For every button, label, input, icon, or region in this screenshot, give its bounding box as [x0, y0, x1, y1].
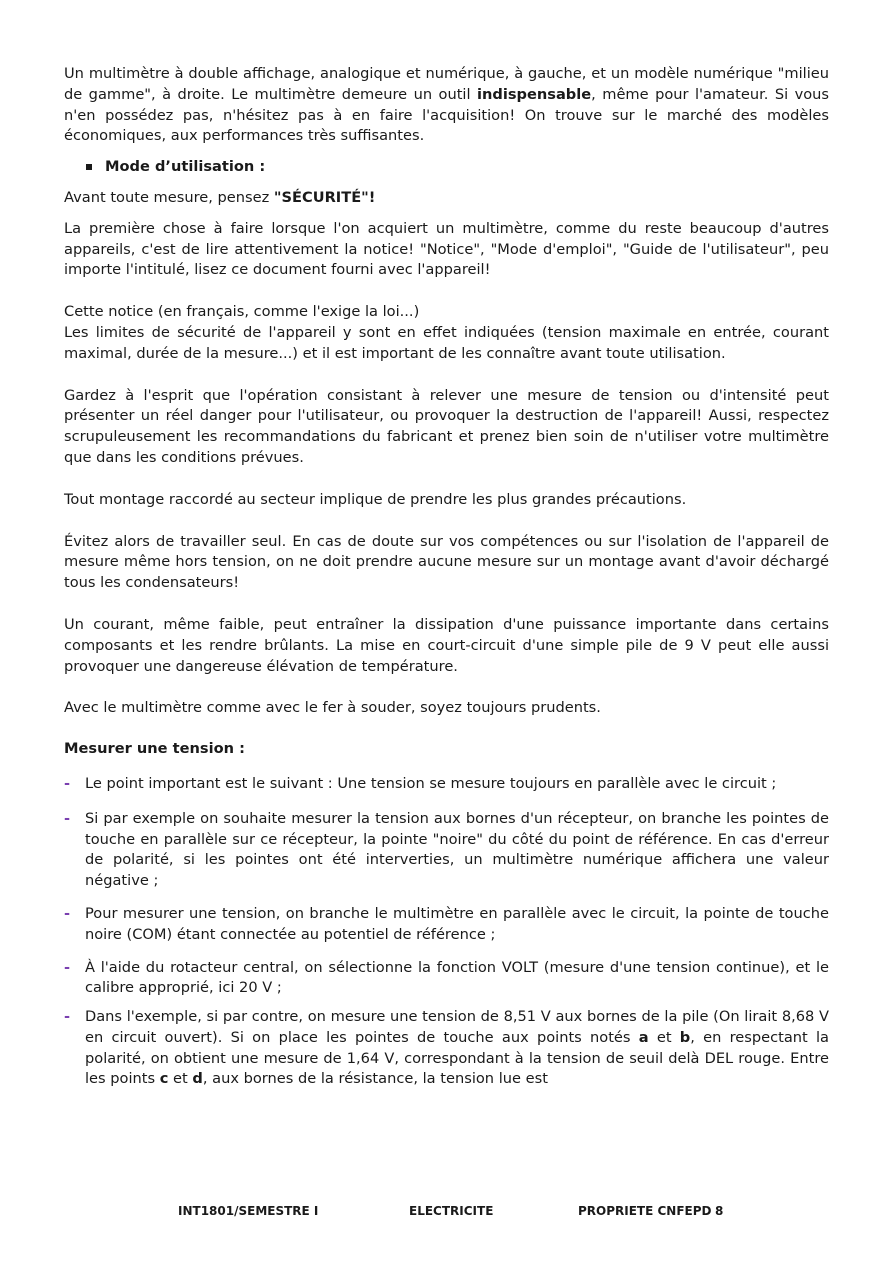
- list-item: - À l'aide du rotacteur central, on sélectionne la fonction VOLT (mesure d'une tension continue), et le calibre approprié, ici 20 V ;: [64, 958, 829, 997]
- prudents-paragraph: Avec le multimètre comme avec le fer à souder, soyez toujours prudents.: [64, 699, 601, 717]
- seul-paragraph: Évitez alors de travailler seul. En cas de doute sur vos compétences ou sur l'isolation de l'appareil de mesure même hors tension, on ne doit prendre aucune mesure sur un montage avant d'avoir déchargé tous les condensateurs!: [64, 532, 829, 592]
- dash-marker: -: [64, 904, 71, 922]
- list-item: - Pour mesurer une tension, on branche le multimètre en parallèle avec le circuit, la pointe de touche noire (COM) étant connectée au potentiel de référence ;: [64, 904, 829, 943]
- tension-list: [64, 774, 829, 1090]
- langue-paragraph: Cette notice (en français, comme l'exige la loi...): [64, 303, 420, 321]
- document-body: [64, 64, 829, 1090]
- list-item: - Si par exemple on souhaite mesurer la tension aux bornes d'un récepteur, on branche les pointes de touche en parallèle sur ce récepteur, la pointe "noire" du côté du point de référence. En cas d'erreur de polarité, si les pointes ont été interverties, un multimètre numérique affichera une valeur négative ;: [64, 809, 829, 890]
- intro-bold: indispensable: [477, 85, 592, 103]
- notice-paragraph: La première chose à faire lorsque l'on acquiert un multimètre, comme du reste beaucoup d'autres appareils, c'est de lire attentivement la notice! "Notice", "Mode d'emploi", "Guide de l'utilisateur", peu importe l'intitulé, lisez ce document fourni avec l'appareil!: [64, 219, 829, 279]
- footer-owner: PROPRIETE CNFEPD: [578, 1204, 712, 1218]
- list-item: - Dans l'exemple, si par contre, on mesure une tension de 8,51 V aux bornes de la pile (On lirait 8,68 V en circuit ouvert). Si on place les pointes de touche aux points notés a et b, en respectant la polarité, on obtient une mesure de 1,64 V, correspondant à la tension de seuil delà DEL rouge. Entre les points c et d, aux bornes de la résistance, la tension lue est: [64, 1008, 829, 1088]
- intro-paragraph: Un multimètre à double affichage, analogique et numérique, à gauche, et un modèle numérique "milieu de gamme", à droite. Le multimètre demeure un outil indispensable, même pour l'amateur. Si vous n'en possédez pas, n'hésitez pas à en faire l'acquisition! On trouve sur le marché des modèles économiques, aux performances très suffisantes.: [64, 65, 829, 145]
- dash-marker: -: [64, 1008, 71, 1026]
- section-mode-title: Mode d’utilisation :: [86, 157, 829, 178]
- section-tension-title: Mesurer une tension :: [64, 740, 245, 758]
- securite-paragraph: Avant toute mesure, pensez "SÉCURITÉ"!: [64, 188, 376, 206]
- danger-paragraph: Gardez à l'esprit que l'opération consistant à relever une mesure de tension ou d'intensité peut présenter un réel danger pour l'utilisateur, ou provoquer la destruction de l'appareil! Aussi, respectez scrupuleusement les recommandations du fabricant et prenez bien soin de n'utiliser votre multimètre que dans les conditions prévues.: [64, 386, 829, 466]
- footer-subject: ELECTRICITE: [409, 1204, 494, 1218]
- dash-marker: -: [64, 958, 71, 976]
- footer-course: INT1801/SEMESTRE I: [178, 1204, 319, 1218]
- limites-paragraph: Les limites de sécurité de l'appareil y sont en effet indiquées (tension maximale en entrée, courant maximal, durée de la mesure...) et il est important de les connaître avant toute utilisation.: [64, 323, 829, 362]
- dash-marker: -: [64, 809, 71, 827]
- courant-paragraph: Un courant, même faible, peut entraîner la dissipation d'une puissance importante dans certains composants et les rendre brûlants. La mise en court-circuit d'une simple pile de 9 V peut elle aussi provoquer une dangereuse élévation de température.: [64, 615, 829, 675]
- dash-marker: -: [64, 774, 71, 792]
- secteur-paragraph: Tout montage raccordé au secteur implique de prendre les plus grandes précautions.: [64, 490, 687, 508]
- square-bullet-icon: [86, 164, 92, 170]
- footer-page-number: 8: [715, 1204, 724, 1218]
- list-item: - Le point important est le suivant : Une tension se mesure toujours en parallèle avec le circuit ;: [64, 774, 829, 795]
